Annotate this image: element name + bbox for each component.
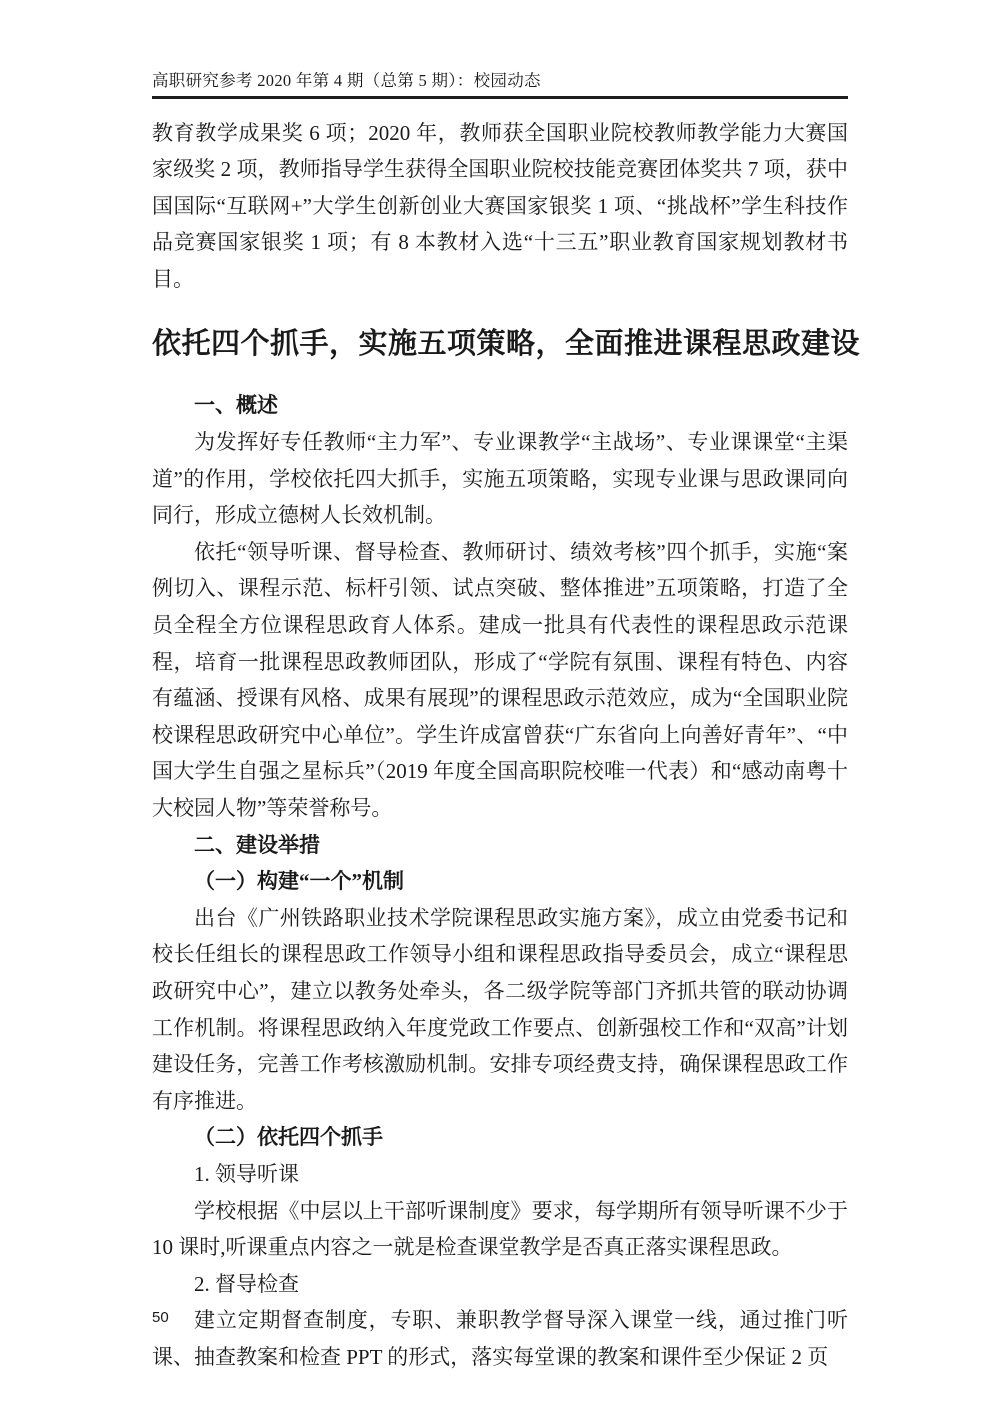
subsection-heading-four-grips: （二）依托四个抓手 bbox=[194, 1125, 383, 1150]
item-heading-supervision-check: 2. 督导检查 bbox=[194, 1271, 299, 1296]
header-divider-rule bbox=[152, 96, 848, 99]
paragraph: 依托“领导听课、督导检查、教师研讨、绩效考核”四个抓手，实施“案例切入、课程示范、标杆引领、试点突破、整体推进”五项策略，打造了全员全程全方位课程思政育人体系。建成一批具有代表性的课程思政示范课程，培育一批课程思政教师团队，形成了“学院有氛围、课程有特色、内容有蕴涵、授课有风格、成果有展现”的课程思政示范效应，成为“全国职业院校课程思政研究中心单位”。学生许成富曾获“广东省向上向善好青年”、“中国大学生自强之星标兵”（2019 年度全国高职院校唯一代表）和“感动南粤十大校园人物”等荣誉称号。 bbox=[152, 539, 848, 820]
item-heading-leader-listening: 1. 领导听课 bbox=[194, 1161, 299, 1186]
document-body bbox=[152, 115, 861, 1376]
subsection-heading-mechanism: （一）构建“一个”机制 bbox=[194, 869, 404, 894]
paragraph: 为发挥好专任教师“主力军”、专业课教学“主战场”、专业课课堂“主渠道”的作用，学校依托四大抓手，实施五项策略，实现专业课与思政课同向同行，形成立德树人长效机制。 bbox=[152, 430, 848, 528]
paragraph: 建立定期督查制度，专职、兼职教学督导深入课堂一线，通过推门听课、抽查教案和检查 PPT 的形式，落实每堂课的教案和课件至少保证 2 页 bbox=[152, 1308, 848, 1369]
paragraph-continued-from-previous-page: 教育教学成果奖 6 项；2020 年，教师获全国职业院校教师教学能力大赛国家级奖 2 项，教师指导学生获得全国职业院校技能竞赛团体奖共 7 项，获中国国际“互联网+”大学生创新创业大赛国家银奖 1 项、“挑战杯”学生科技作品竞赛国家银奖 1 项；有 8 本教材入选“十三五”职业教育国家规划教材书目。 bbox=[152, 120, 848, 291]
article-title: 依托四个抓手，实施五项策略，全面推进课程思政建设 bbox=[152, 328, 861, 361]
paragraph: 学校根据《中层以上干部听课制度》要求，每学期所有领导听课不少于 10 课时,听课重点内容之一就是检查课堂教学是否真正落实课程思政。 bbox=[152, 1198, 848, 1260]
journal-header-text: 高职研究参考 2020 年第 4 期（总第 5 期）：校园动态 bbox=[152, 71, 541, 90]
paragraph: 出台《广州铁路职业技术学院课程思政实施方案》，成立由党委书记和校长任组长的课程思政工作领导小组和课程思政指导委员会，成立“课程思政研究中心”，建立以教务处牵头，各二级学院等部门齐抓共管的联动协调工作机制。将课程思政纳入年度党政工作要点、创新强校工作和“双高”计划建设任务，完善工作考核激励机制。安排专项经费支持，确保课程思政工作有序推进。 bbox=[152, 905, 848, 1113]
section-heading-overview: 一、概述 bbox=[194, 393, 278, 418]
page-header bbox=[152, 70, 848, 99]
page-number: 50 bbox=[152, 1309, 169, 1326]
section-heading-measures: 二、建设举措 bbox=[194, 832, 320, 857]
